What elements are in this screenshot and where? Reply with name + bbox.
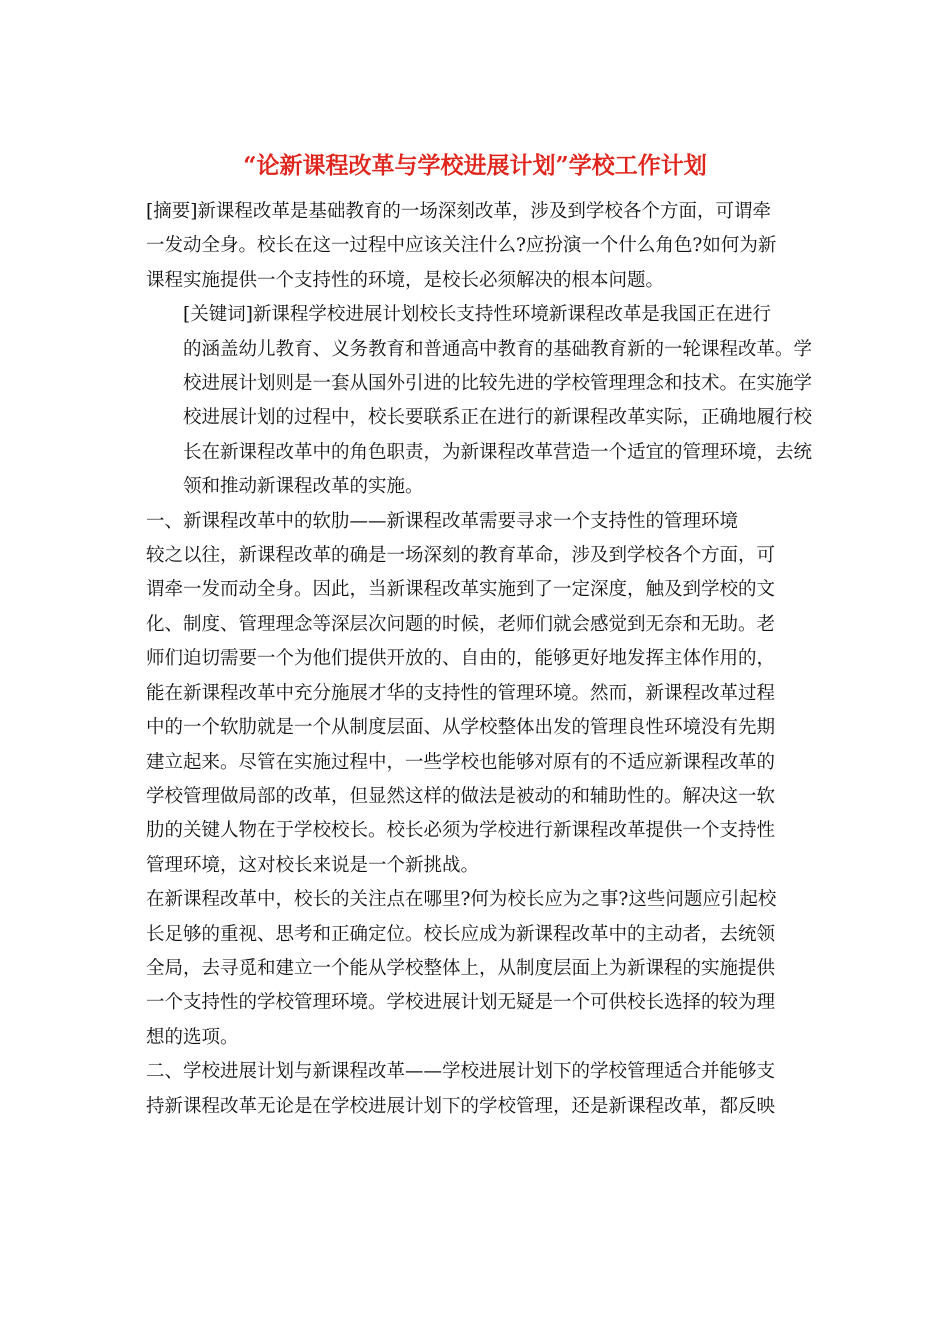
text-line: 管理环境，这对校长来说是一个新挑战。	[146, 854, 480, 876]
text-line: 肋的关键人物在于学校校长。校长必须为学校进行新课程改革提供一个支持性	[146, 820, 776, 842]
text-line: 较之以往，新课程改革的确是一场深刻的教育革命，涉及到学校各个方面，可	[146, 545, 776, 567]
section-1-heading	[146, 505, 802, 539]
text-line: 谓牵一发而动全身。因此，当新课程改革实施到了一定深度，触及到学校的文	[146, 579, 776, 601]
text-line: 一、新课程改革中的软肋——新课程改革需要寻求一个支持性的管理环境	[146, 510, 739, 532]
text-line: 师们迫切需要一个为他们提供开放的、自由的，能够更好地发挥主体作用的，	[146, 648, 776, 670]
section-1-body-paragraph	[146, 539, 802, 883]
document-body	[146, 195, 813, 1124]
text-line: 化、制度、管理理念等深层次问题的时候，老师们就会感觉到无奈和无助。老	[146, 613, 776, 635]
text-line: 想的选项。	[146, 1026, 239, 1048]
text-line: 持新课程改革无论是在学校进展计划下的学校管理，还是新课程改革，都反映	[146, 1095, 776, 1117]
text-line: 能在新课程改革中充分施展才华的支持性的管理环境。然而，新课程改革过程	[146, 682, 776, 704]
keywords-paragraph	[146, 298, 813, 504]
abstract-paragraph	[146, 195, 802, 298]
document-title: “论新课程改革与学校进展计划”学校工作计划	[243, 152, 707, 179]
text-line: 一个支持性的学校管理环境。学校进展计划无疑是一个可供校长选择的较为理	[146, 992, 776, 1014]
text-line: 学校管理做局部的改革，但显然这样的做法是被动的和辅助性的。解决这一软	[146, 785, 776, 807]
text-line: 全局，去寻觅和建立一个能从学校整体上，从制度层面上为新课程的实施提供	[146, 957, 776, 979]
text-line: 一发动全身。校长在这一过程中应该关注什么?应扮演一个什么角色?如何为新	[146, 235, 777, 257]
text-line: 课程实施提供一个支持性的环境，是校长必须解决的根本问题。	[146, 269, 665, 291]
text-line: 领和推动新课程改革的实施。	[183, 476, 424, 498]
text-line: 长足够的重视、思考和正确定位。校长应成为新课程改革中的主动者，去统领	[146, 923, 776, 945]
section-1-body-paragraph-2	[146, 883, 802, 1055]
text-line: 中的一个软肋就是一个从制度层面、从学校整体出发的管理良性环境没有先期	[146, 717, 776, 739]
text-line: 的涵盖幼儿教育、义务教育和普通高中教育的基础教育新的一轮课程改革。学	[183, 338, 813, 360]
text-line: 建立起来。尽管在实施过程中，一些学校也能够对原有的不适应新课程改革的	[146, 751, 776, 773]
text-line: [关键词]新课程学校进展计划校长支持性环境新课程改革是我国正在进行	[183, 304, 771, 326]
text-line: 二、学校进展计划与新课程改革——学校进展计划下的学校管理适合并能够支	[146, 1061, 776, 1083]
text-line: 校进展计划则是一套从国外引进的比较先进的学校管理理念和技术。在实施学	[183, 373, 813, 395]
text-line: [摘要]新课程改革是基础教育的一场深刻改革，涉及到学校各个方面，可谓牵	[146, 201, 771, 222]
text-line: 长在新课程改革中的角色职责，为新课程改革营造一个适宜的管理环境，去统	[183, 441, 813, 463]
text-line: 在新课程改革中，校长的关注点在哪里?何为校长应为之事?这些问题应引起校	[146, 889, 777, 911]
section-2-paragraph	[146, 1055, 802, 1124]
text-line: 校进展计划的过程中，校长要联系正在进行的新课程改革实际，正确地履行校	[183, 407, 813, 429]
